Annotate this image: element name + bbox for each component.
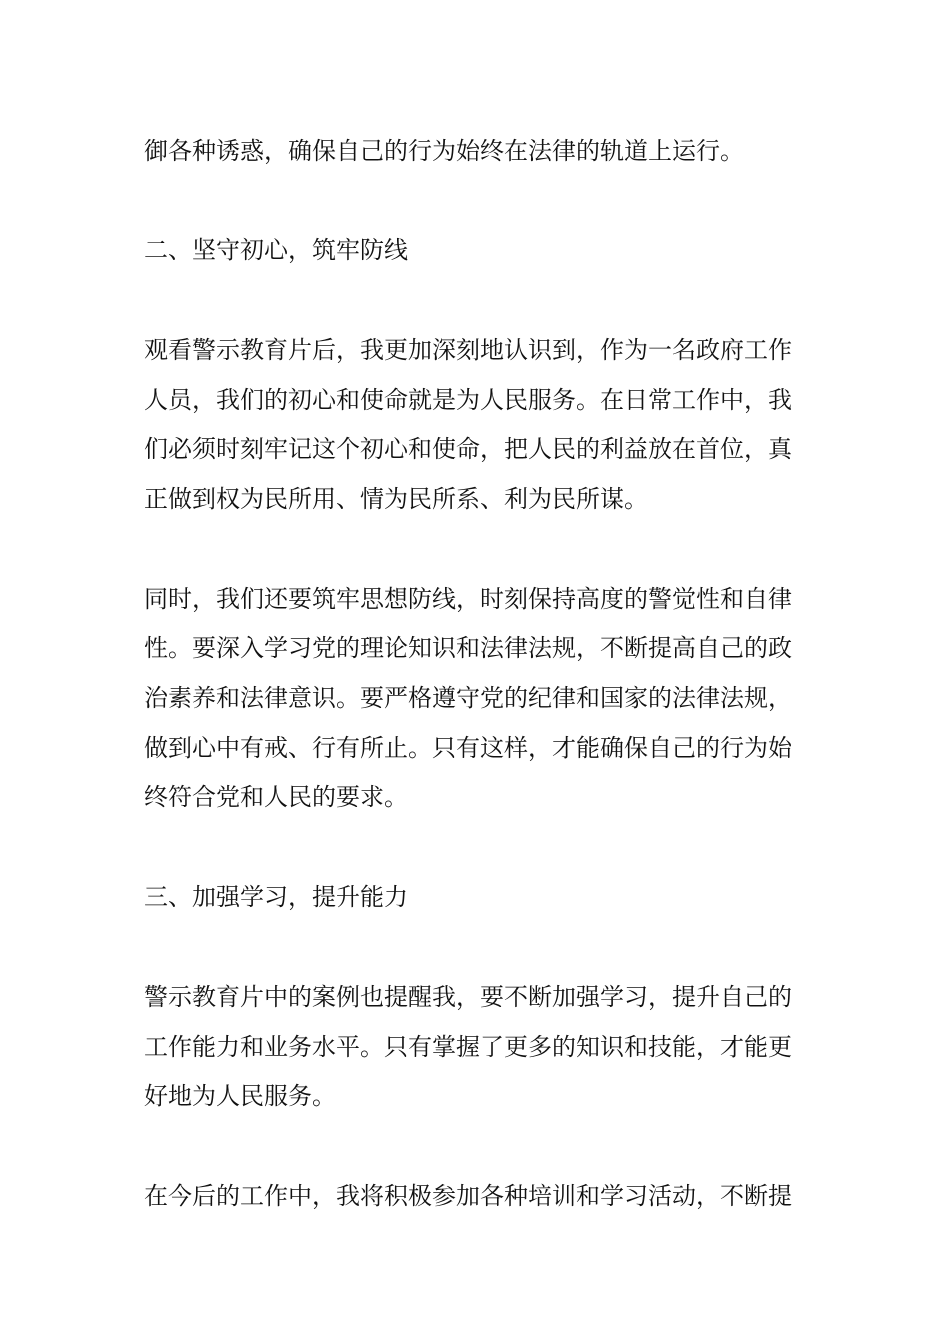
paragraph-line: 做到心中有戒、行有所止。只有这样，才能确保自己的行为始 (144, 734, 792, 762)
paragraph-line: 终符合党和人民的要求。 (144, 783, 408, 811)
paragraph-line: 同时，我们还要筑牢思想防线，时刻保持高度的警觉性和自律 (144, 585, 792, 613)
paragraph-line: 御各种诱惑，确保自己的行为始终在法律的轨道上运行。 (144, 137, 744, 165)
paragraph-line: 警示教育片中的案例也提醒我，要不断加强学习，提升自己的 (144, 983, 792, 1011)
paragraph-line: 观看警示教育片后，我更加深刻地认识到，作为一名政府工作 (144, 336, 792, 364)
paragraph-line: 工作能力和业务水平。只有掌握了更多的知识和技能，才能更 (144, 1033, 792, 1061)
paragraph-line: 好地为人民服务。 (144, 1082, 336, 1110)
section-heading: 三、加强学习，提升能力 (144, 883, 408, 911)
paragraph-line: 在今后的工作中，我将积极参加各种培训和学习活动，不断提 (144, 1182, 792, 1210)
paragraph-line: 正做到权为民所用、情为民所系、利为民所谋。 (144, 485, 648, 513)
paragraph-line: 治素养和法律意识。要严格遵守党的纪律和国家的法律法规， (144, 684, 792, 712)
paragraph-line: 人员，我们的初心和使命就是为人民服务。在日常工作中，我 (144, 386, 792, 414)
paragraph-line: 性。要深入学习党的理论知识和法律法规，不断提高自己的政 (144, 634, 792, 662)
paragraph-line: 们必须时刻牢记这个初心和使命，把人民的利益放在首位，真 (144, 435, 792, 463)
section-heading: 二、坚守初心，筑牢防线 (144, 236, 408, 264)
